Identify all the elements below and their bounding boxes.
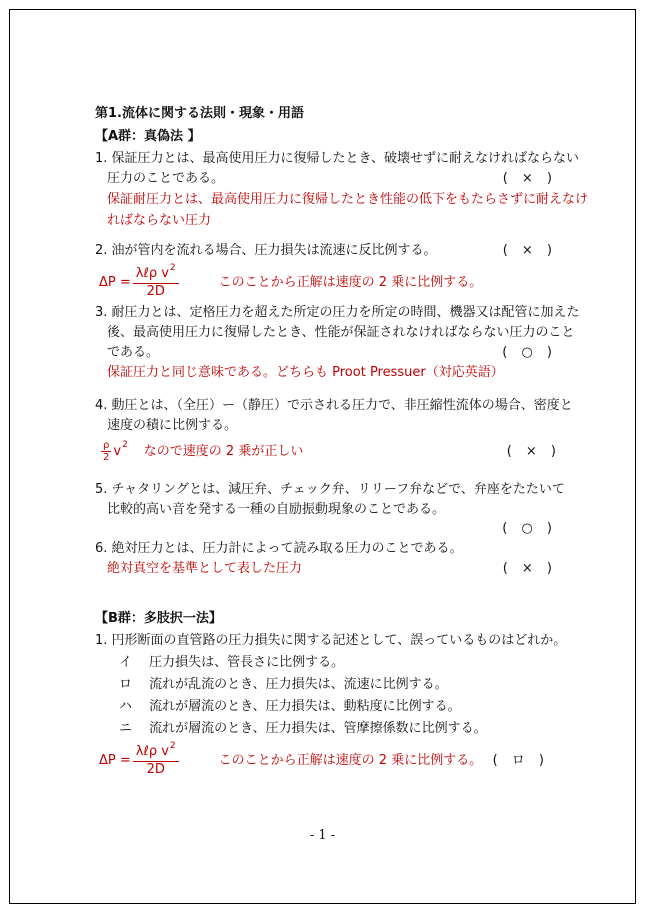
q2-answer-row bbox=[99, 262, 561, 304]
q1-answer-line-1: 保証耐圧力とは、最高使用圧力に復帰したとき性能の低下をもたらさずに耐えなけ bbox=[107, 192, 589, 207]
q5-mark-row bbox=[95, 519, 557, 539]
q2-answer-mark: ( × ) bbox=[502, 243, 557, 258]
b1-choice-ha-text: 流れが層流のとき、圧力損失は、動粘度に比例する。 bbox=[149, 699, 461, 714]
formula2-exponent: 2 bbox=[169, 740, 176, 751]
q6-answer-mark: ( × ) bbox=[502, 561, 557, 576]
b1-choice-ni-label: ニ bbox=[119, 721, 133, 736]
b1-question: 1. 円形断面の直管路の圧力損失に関する記述として、誤っているものはどれか。 bbox=[95, 633, 567, 648]
b1-choice-ha bbox=[95, 697, 557, 717]
q5-line-2: 比較的高い音を発する一種の自励振動現象のことである。 bbox=[107, 502, 446, 517]
q1-line-2 bbox=[107, 169, 557, 189]
section-a-header: 【A群：真偽法 】 bbox=[95, 129, 201, 144]
q5-answer-mark: ( ○ ) bbox=[502, 521, 557, 536]
q5-line-1: 5. チャタリングとは、減圧弁、チェック弁、リリーフ弁などで、弁座をたたいて bbox=[95, 482, 565, 497]
rho-denominator: 2 bbox=[102, 452, 110, 463]
q2-line-1 bbox=[95, 241, 557, 261]
q1-answer-mark: ( × ) bbox=[502, 171, 557, 186]
formula-lhs: ΔP = bbox=[99, 275, 131, 291]
b1-answer-mark: ( ロ ) bbox=[492, 753, 549, 768]
velocity-exponent: 2 bbox=[122, 439, 128, 450]
formula2-lhs: ΔP = bbox=[99, 753, 131, 769]
b1-choice-ha-label: ハ bbox=[119, 699, 133, 714]
rho-numerator: ρ bbox=[103, 439, 110, 451]
q4-answer-mark: ( × ) bbox=[506, 444, 561, 459]
q3-line-3-text: である。 bbox=[107, 345, 160, 360]
q3-line-1: 3. 耐圧力とは、定格圧力を超えた所定の圧力を所定の時間、機器又は配管に加えた bbox=[95, 305, 580, 320]
q2-answer-comment: このことから正解は速度の 2 乗に比例する。 bbox=[218, 275, 483, 291]
q6-answer-row bbox=[107, 559, 557, 579]
q6-line-1: 6. 絶対圧力とは、圧力計によって読み取る圧力のことである。 bbox=[95, 541, 463, 556]
b1-choice-ni bbox=[95, 719, 557, 739]
q2-line-1-text: 2. 油が管内を流れる場合、圧力損失は流速に反比例する。 bbox=[95, 243, 437, 258]
section-b-header: 【B群：多肢択一法】 bbox=[95, 611, 222, 626]
q1-line-1: 1. 保証圧力とは、最高使用圧力に復帰したとき、破壊せずに耐えなければならない bbox=[95, 151, 580, 166]
q3-line-3 bbox=[107, 343, 557, 363]
page-number: - 1 - bbox=[309, 828, 336, 843]
formula2-numerator: λℓρ $v^2$ bbox=[133, 745, 179, 762]
formula2-fraction bbox=[133, 740, 179, 778]
formula-numerator: λℓρ $v^2$ bbox=[133, 267, 179, 284]
q4-answer-comment: なので速度の 2 乗が正しい bbox=[143, 444, 304, 460]
q4-answer-row bbox=[99, 436, 561, 468]
q1-line-2-text: 圧力のことである。 bbox=[107, 171, 225, 186]
doc-title: 第1.流体に関する法則・現象・用語 bbox=[95, 106, 304, 121]
pressure-loss-formula bbox=[99, 262, 181, 300]
q6-answer-line-1: 絶対真空を基準として表した圧力 bbox=[107, 561, 303, 576]
b1-choice-i-text: 圧力損失は、管長さに比例する。 bbox=[149, 655, 345, 670]
b1-choice-ro-text: 流れが乱流のとき、圧力損失は、流速に比例する。 bbox=[149, 677, 448, 692]
pressure-loss-formula-2 bbox=[99, 740, 181, 778]
b1-choice-i bbox=[95, 653, 557, 673]
formula-denominator: 2D bbox=[146, 283, 165, 299]
b1-choice-ro-label: ロ bbox=[119, 677, 133, 692]
velocity-base: v bbox=[113, 444, 122, 460]
q4-line-1: 4. 動圧とは、（全圧）ー（静圧）で示される圧力で、非圧縮性流体の場合、密度と bbox=[95, 398, 573, 413]
rho-over-two-fraction bbox=[101, 441, 111, 464]
q1-answer-line-2: ればならない圧力 bbox=[107, 213, 212, 228]
b1-choice-ni-text: 流れが層流のとき、圧力損失は、管摩擦係数に比例する。 bbox=[149, 721, 487, 736]
b1-answer-row bbox=[99, 740, 561, 782]
q4-line-2: 速度の積に比例する。 bbox=[107, 418, 238, 433]
formula-fraction bbox=[133, 262, 179, 300]
q3-answer-line-1: 保証圧力と同じ意味である。どちらも Proot Pressuer（対応英語） bbox=[107, 365, 504, 380]
b1-choice-i-label: イ bbox=[119, 655, 133, 670]
dynamic-pressure-formula bbox=[99, 441, 128, 464]
formula2-denominator: 2D bbox=[146, 761, 165, 777]
b1-choice-ro bbox=[95, 675, 557, 695]
q3-answer-mark: ( ○ ) bbox=[502, 345, 557, 360]
q3-line-2: 後、最高使用圧力に復帰したとき、性能が保証されなければならない圧力のこと bbox=[107, 325, 575, 340]
formula-exponent: 2 bbox=[169, 262, 176, 273]
b1-answer-comment: このことから正解は速度の 2 乗に比例する。 bbox=[218, 753, 483, 769]
